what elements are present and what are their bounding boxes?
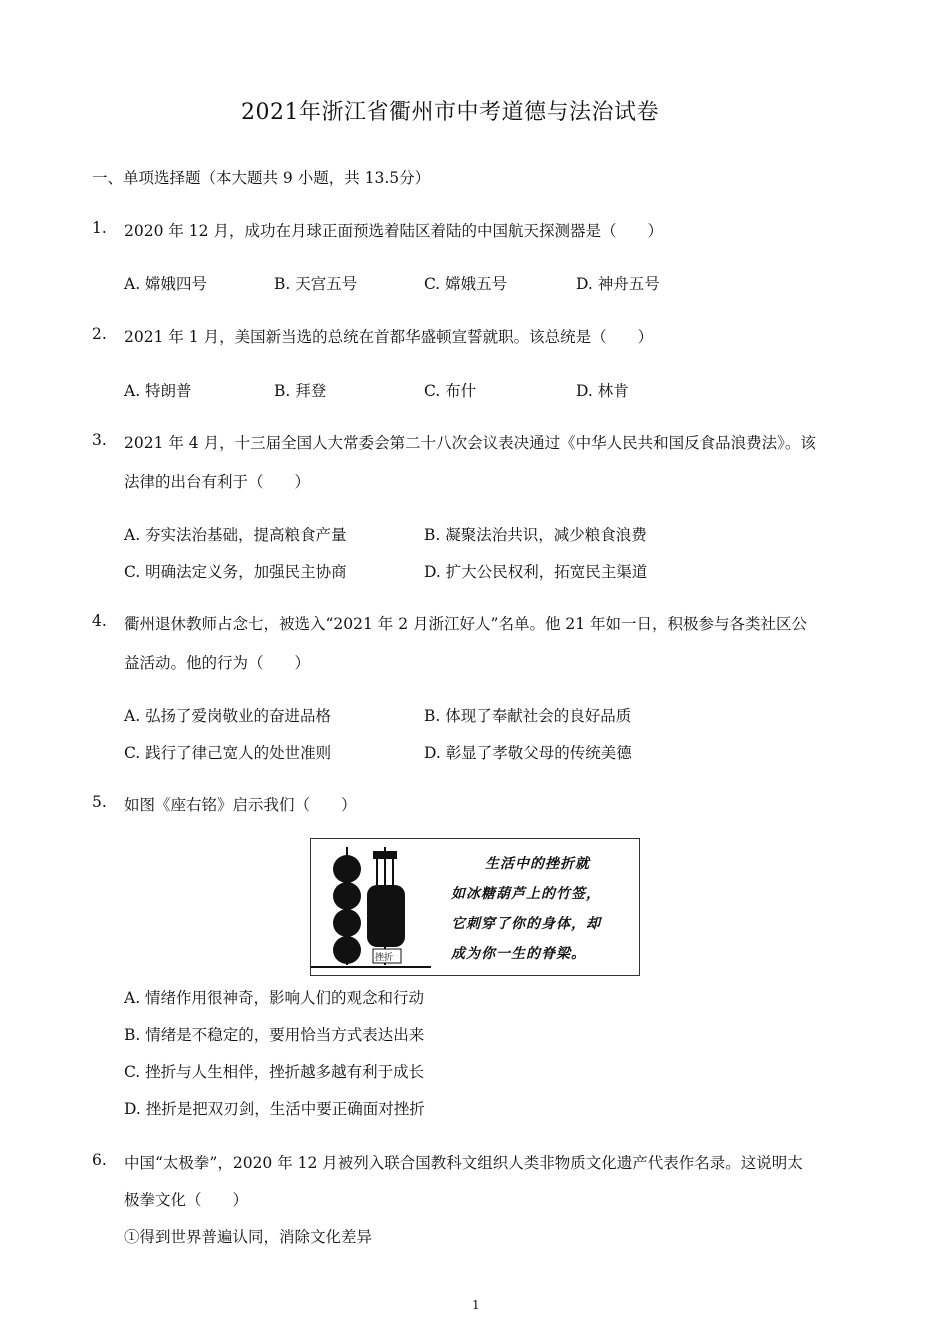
question-stem: 如图《座右铭》启示我们（ ） — [124, 796, 357, 814]
option-c: C. 挫折与人生相伴，挫折越多越有利于成长 — [124, 1063, 425, 1081]
option-d: D. 林肯 — [576, 382, 629, 400]
candied-haws-illustration — [311, 839, 431, 975]
figure-tag: 挫折 — [375, 953, 394, 963]
question-number: 6. — [92, 1151, 107, 1169]
question-stem: 2021 年 4 月，十三届全国人大常委会第二十八次会议表决通过《中华人民共和国反食品浪费法》。该 — [124, 434, 816, 452]
option-d: D. 彰显了孝敬父母的传统美德 — [424, 744, 632, 762]
figure-caption-line: 它刺穿了你的身体，却 — [451, 916, 601, 932]
statement-item: ①得到世界普遍认同，消除文化差异 — [124, 1228, 373, 1246]
question-stem-continued: 益活动。他的行为（ ） — [124, 654, 311, 672]
option-b: B. 天宫五号 — [274, 275, 358, 293]
option-a: A. 特朗普 — [124, 382, 192, 400]
question-number: 5. — [92, 793, 107, 811]
question-number: 3. — [92, 431, 107, 449]
question-number: 1. — [92, 219, 107, 237]
motto-figure — [310, 838, 640, 976]
question-number: 4. — [92, 612, 107, 630]
page-number: 1 — [472, 1298, 480, 1312]
figure-caption-line: 成为你一生的脊梁。 — [451, 946, 586, 962]
option-d: D. 挫折是把双刃剑，生活中要正确面对挫折 — [124, 1100, 425, 1118]
question-stem-continued: 法律的出台有利于（ ） — [124, 473, 311, 491]
option-d: D. 神舟五号 — [576, 275, 660, 293]
page-title: 2021年浙江省衢州市中考道德与法治试卷 — [241, 100, 659, 125]
option-a: A. 嫦娥四号 — [124, 275, 208, 293]
section-heading: 一、单项选择题（本大题共 9 小题，共 13.5分） — [92, 169, 431, 187]
option-a: A. 弘扬了爱岗敬业的奋进品格 — [124, 707, 332, 725]
figure-caption-line: 如冰糖葫芦上的竹签， — [451, 886, 601, 902]
question-stem: 中国“太极拳”，2020 年 12 月被列入联合国教科文组织人类非物质文化遗产代表作名录。这说明太 — [124, 1154, 803, 1172]
option-c: C. 嫦娥五号 — [424, 275, 508, 293]
question-stem: 衢州退休教师占念七，被选入“2021 年 2 月浙江好人”名单。他 21 年如一日，积极参与各类社区公 — [124, 615, 808, 633]
option-b: B. 情绪是不稳定的，要用恰当方式表达出来 — [124, 1026, 425, 1044]
question-stem-continued: 极拳文化（ ） — [124, 1191, 249, 1209]
option-b: B. 体现了奉献社会的良好品质 — [424, 707, 632, 725]
question-stem: 2021 年 1 月，美国新当选的总统在首都华盛顿宣誓就职。该总统是（ ） — [124, 328, 654, 346]
option-b: B. 凝聚法治共识，减少粮食浪费 — [424, 526, 647, 544]
option-d: D. 扩大公民权利，拓宽民主渠道 — [424, 563, 648, 581]
option-c: C. 践行了律己宽人的处世准则 — [124, 744, 332, 762]
option-c: C. 布什 — [424, 382, 477, 400]
option-a: A. 夯实法治基础，提高粮食产量 — [124, 526, 347, 544]
figure-caption-line: 生活中的挫折就 — [485, 856, 590, 872]
option-c: C. 明确法定义务，加强民主协商 — [124, 563, 347, 581]
option-b: B. 拜登 — [274, 382, 327, 400]
option-a: A. 情绪作用很神奇，影响人们的观念和行动 — [124, 989, 425, 1007]
question-number: 2. — [92, 325, 107, 343]
question-stem: 2020 年 12 月，成功在月球正面预选着陆区着陆的中国航天探测器是（ ） — [124, 222, 663, 240]
